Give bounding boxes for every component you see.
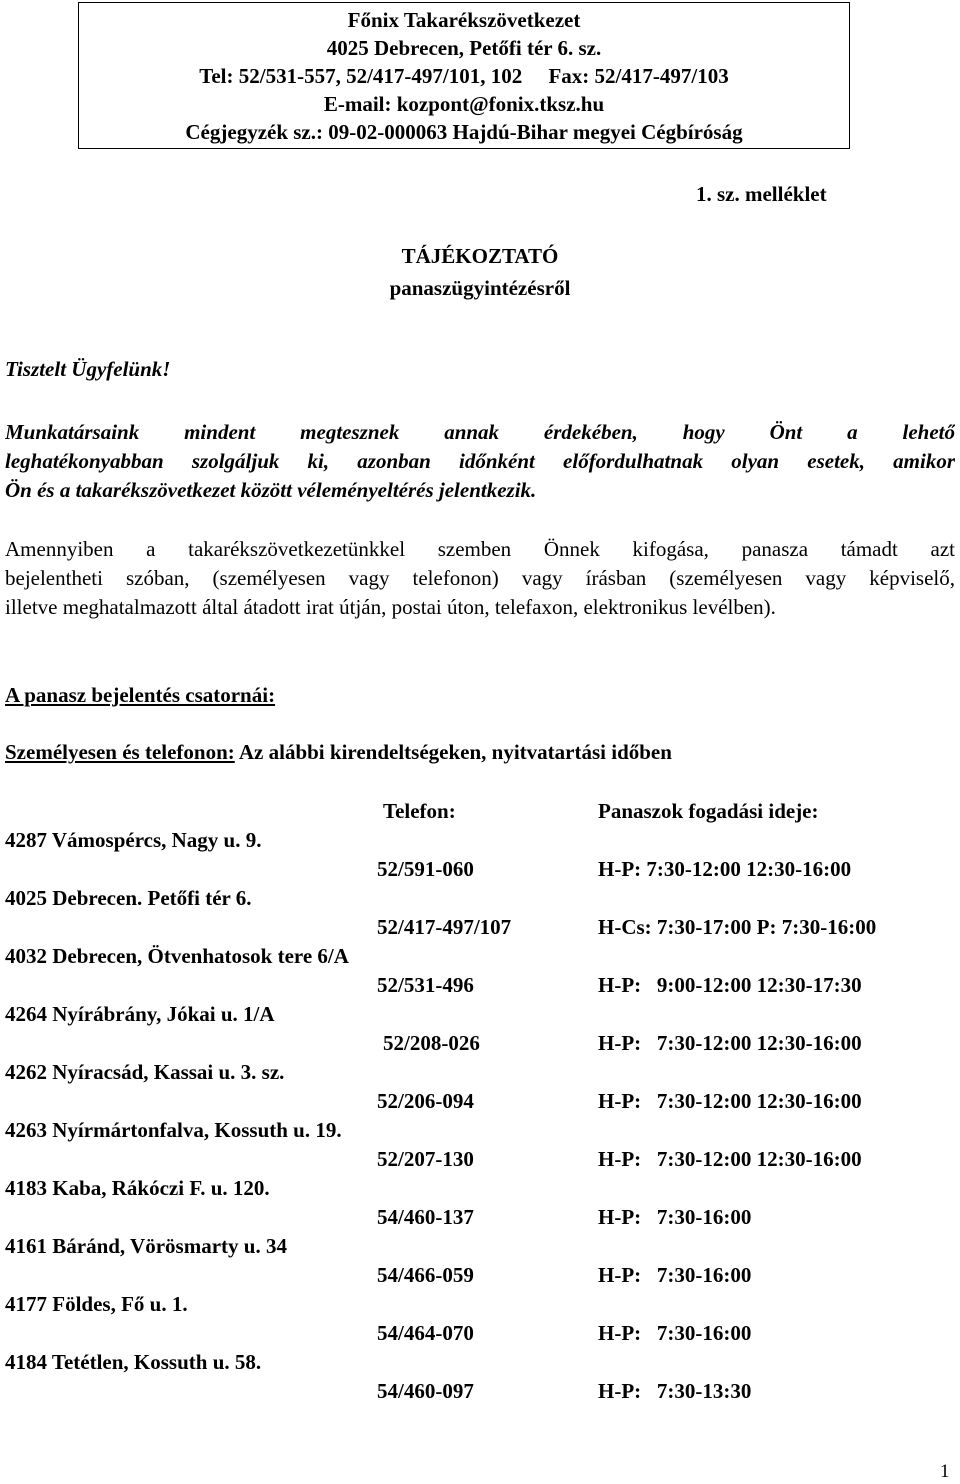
branch-address: 4032 Debrecen, Ötvenhatosok tere 6/A: [5, 944, 349, 968]
document-title: [300, 240, 660, 304]
branch-hours: H-P: 7:30-13:30: [598, 1379, 752, 1403]
intro-line: leghatékonyabban szolgáljuk ki, azonban időnként előfordulhatnak olyan esetek, amikor: [5, 449, 955, 473]
branch-hours: H-P: 7:30-16:00: [598, 1205, 752, 1229]
branch-phone: 52/591-060: [377, 857, 474, 881]
section-title: A panasz bejelentés csatornái:: [5, 683, 276, 707]
branch-phone: 52/206-094: [377, 1089, 474, 1113]
branch-address: 4183 Kaba, Rákóczi F. u. 120.: [5, 1176, 270, 1200]
branch-phone: 52/417-497/107: [377, 915, 512, 939]
branch-hours: H-P: 7:30-12:00 12:30-16:00: [598, 857, 852, 881]
branch-hours: H-P: 9:00-12:00 12:30-17:30: [598, 973, 862, 997]
paragraph-line: Amennyiben a takarékszövetkezetünkkel szemben Önnek kifogása, panasza támadt azt: [5, 537, 955, 561]
branch-phone: 54/466-059: [377, 1263, 474, 1287]
branch-hours: H-P: 7:30-12:00 12:30-16:00: [598, 1147, 862, 1171]
branch-address: 4161 Báránd, Vörösmarty u. 34: [5, 1234, 287, 1258]
attachment-label: 1. sz. melléklet: [696, 182, 827, 206]
branch-address: 4264 Nyírábrány, Jókai u. 1/A: [5, 1002, 275, 1026]
document-title-sub: panaszügyintézésről: [389, 276, 571, 300]
intro-paragraph: [5, 418, 955, 505]
complaint-paragraph: [5, 535, 955, 622]
letterhead-email: E-mail: kozpont@fonix.tksz.hu: [323, 92, 605, 116]
branch-address: 4287 Vámospércs, Nagy u. 9.: [5, 828, 262, 852]
letterhead-address: 4025 Debrecen, Petőfi tér 6. sz.: [326, 36, 602, 60]
letterhead-registry: Cégjegyzék sz.: 09-02-000063 Hajdú-Bihar megyei Cégbíróság: [185, 120, 743, 144]
branch-phone: 54/460-097: [377, 1379, 474, 1403]
branch-address: 4177 Földes, Fő u. 1.: [5, 1292, 188, 1316]
document-title-main: TÁJÉKOZTATÓ: [401, 244, 559, 268]
paragraph-line: illetve meghatalmazott által átadott irat útján, postai úton, telefaxon, elektronikus levélben).: [5, 595, 776, 619]
letterhead-company-name: Főnix Takarékszövetkezet: [347, 8, 581, 32]
branch-hours: H-P: 7:30-16:00: [598, 1321, 752, 1345]
branch-hours: H-P: 7:30-12:00 12:30-16:00: [598, 1089, 862, 1113]
greeting: Tisztelt Ügyfelünk!: [5, 357, 171, 381]
branch-address: 4025 Debrecen. Petőfi tér 6.: [5, 886, 252, 910]
page-number: 1: [940, 1461, 950, 1482]
branch-phone: 52/207-130: [377, 1147, 474, 1171]
branch-hours: H-P: 7:30-16:00: [598, 1263, 752, 1287]
branch-address: 4184 Tetétlen, Kossuth u. 58.: [5, 1350, 262, 1374]
branch-address: 4262 Nyíracsád, Kassai u. 3. sz.: [5, 1060, 285, 1084]
letterhead-box: [78, 2, 850, 149]
intro-line: Ön és a takarékszövetkezet között véleményeltérés jelentkezik.: [5, 478, 537, 502]
branch-hours: H-Cs: 7:30-17:00 P: 7:30-16:00: [598, 915, 877, 939]
branch-address: 4263 Nyírmártonfalva, Kossuth u. 19.: [5, 1118, 342, 1142]
paragraph-line: bejelentheti szóban, (személyesen vagy telefonon) vagy írásban (személyesen vagy képviselő,: [5, 566, 955, 590]
branch-phone: 54/464-070: [377, 1321, 474, 1345]
channel-text: Az alábbi kirendeltségeken, nyitvatartási időben: [234, 740, 672, 764]
column-header-hours: Panaszok fogadási ideje:: [598, 799, 819, 823]
intro-line: Munkatársaink mindent megtesznek annak érdekében, hogy Önt a lehető: [5, 420, 955, 444]
branch-hours: H-P: 7:30-12:00 12:30-16:00: [598, 1031, 862, 1055]
channel-label: Személyesen és telefonon:: [5, 740, 235, 764]
channel-line: [5, 740, 672, 765]
column-header-phone: Telefon:: [383, 799, 456, 823]
branch-phone: 52/208-026: [383, 1031, 480, 1055]
letterhead-phone-fax: Tel: 52/531-557, 52/417-497/101, 102 Fax: 52/417-497/103: [199, 64, 729, 88]
branch-phone: 54/460-137: [377, 1205, 474, 1229]
branch-phone: 52/531-496: [377, 973, 474, 997]
